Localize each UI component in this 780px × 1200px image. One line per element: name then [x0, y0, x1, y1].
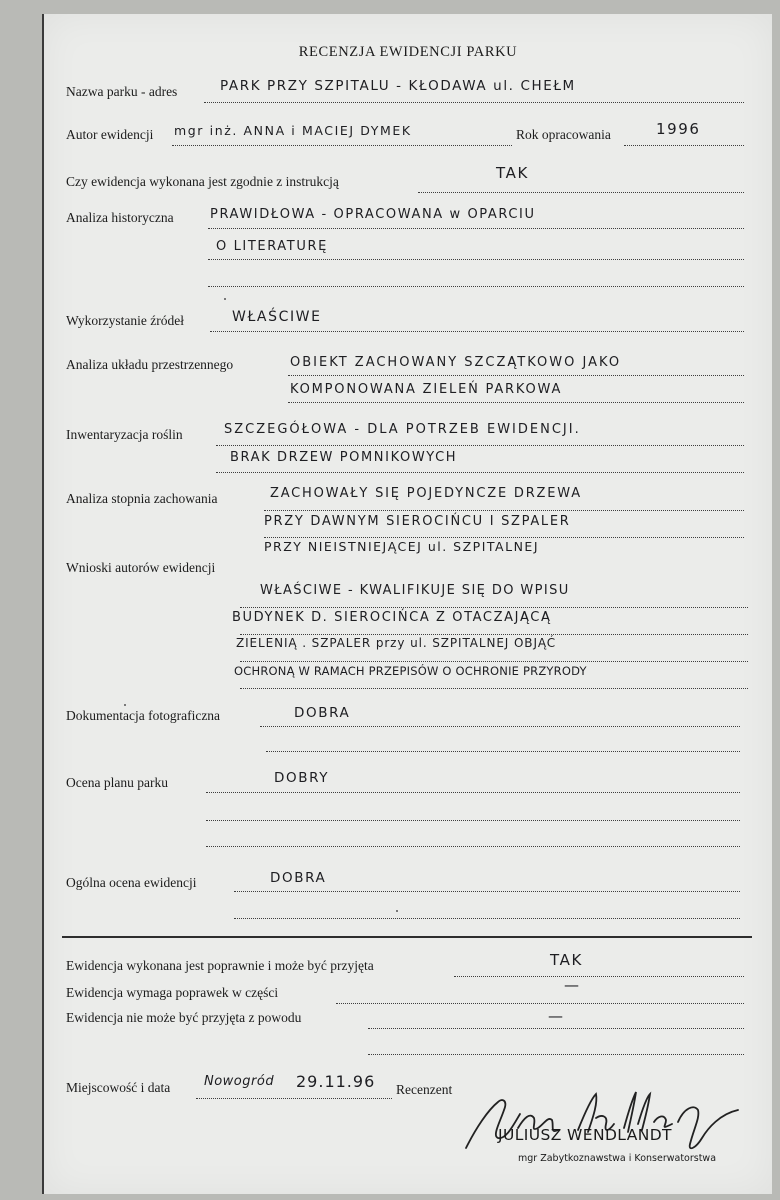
- label-sources: Wykorzystanie źródeł: [66, 313, 185, 328]
- line-place-date: [196, 1098, 392, 1099]
- line-sources: [210, 331, 744, 332]
- label-spatial: Analiza układu przestrzennego: [66, 357, 234, 372]
- reviewer-signature: [458, 1088, 748, 1158]
- label-plan: Ocena planu parku: [66, 775, 168, 790]
- label-conclusions: Wnioski autorów ewidencji: [66, 560, 216, 575]
- line-spatial-2: [288, 402, 744, 403]
- label-photo: Dokumentacja fotograficzna: [66, 708, 221, 723]
- label-year: Rok opracowania: [516, 127, 611, 142]
- label-plants: Inwentaryzacja roślin: [66, 427, 183, 442]
- entry-plan: DOBRY: [274, 770, 330, 786]
- line-overall-2: [234, 918, 740, 919]
- scan-speck: [396, 910, 398, 912]
- entry-preservation-1: ZACHOWAŁY SIĘ POJEDYNCZE DRZEWA: [270, 486, 582, 501]
- line-plants-1: [216, 445, 744, 446]
- review-form-sheet: [42, 14, 772, 1194]
- entry-date: 29.11.96: [296, 1072, 376, 1091]
- stamp-name: JULIUSZ WENDLANDT: [498, 1126, 672, 1144]
- entry-plants-2: BRAK DRZEW POMNIKOWYCH: [230, 450, 458, 465]
- label-historical: Analiza historyczna: [66, 210, 174, 225]
- line-conclusions-4: [240, 688, 748, 689]
- line-preservation-1: [264, 510, 744, 511]
- entry-park-name: PARK PRZY SZPITALU - KŁODAWA ul. CHEŁM: [220, 78, 576, 94]
- label-place-date: Miejscowość i data: [66, 1080, 171, 1095]
- label-rejected: Ewidencja nie może być przyjęta z powodu: [66, 1010, 302, 1025]
- label-author: Autor ewidencji: [66, 127, 154, 142]
- label-park-name: Nazwa parku - adres: [66, 84, 178, 99]
- line-rejected-1: [368, 1028, 744, 1029]
- label-corrections: Ewidencja wymaga poprawek w części: [66, 985, 279, 1000]
- label-preservation: Analiza stopnia zachowania: [66, 491, 218, 506]
- label-accepted: Ewidencja wykonana jest poprawnie i może być przyjęta: [66, 958, 374, 973]
- form-title: RECENZJA EWIDENCJI PARKU: [298, 44, 518, 60]
- line-spatial-1: [288, 375, 744, 376]
- entry-conclusions-3: ZIELENIĄ . SZPALER przy ul. SZPITALNEJ OBJĄĆ: [236, 636, 557, 650]
- entry-spatial-2: KOMPONOWANA ZIELEŃ PARKOWA: [290, 382, 563, 397]
- label-per-instruction: Czy ewidencja wykonana jest zgodnie z instrukcją: [66, 174, 339, 189]
- line-conclusions-1: [240, 607, 748, 608]
- line-per-instruction: [418, 192, 744, 193]
- entry-preservation-2: PRZY DAWNYM SIEROCIŃCU I SZPALER: [264, 514, 571, 529]
- entry-conclusions-1: WŁAŚCIWE - KWALIFIKUJE SIĘ DO WPISU: [260, 583, 570, 598]
- line-year: [624, 145, 744, 146]
- line-rejected-2: [368, 1054, 744, 1055]
- line-preservation-2: [264, 537, 744, 538]
- section-divider: [62, 936, 752, 938]
- entry-historical-2: O LITERATURĘ: [216, 239, 328, 254]
- entry-preservation-3: PRZY NIEISTNIEJĄCEJ ul. SZPITALNEJ: [264, 539, 540, 554]
- line-plan-1: [206, 792, 740, 793]
- line-park-name: [204, 102, 744, 103]
- entry-per-instruction: TAK: [496, 164, 529, 182]
- line-historical-2: [208, 259, 744, 260]
- line-accepted: [454, 976, 744, 977]
- entry-sources: WŁAŚCIWE: [232, 309, 322, 325]
- entry-year: 1996: [656, 120, 701, 138]
- line-plants-2: [216, 472, 744, 473]
- line-photo-2: [266, 751, 740, 752]
- line-photo-1: [260, 726, 740, 727]
- entry-plants-1: SZCZEGÓŁOWA - DLA POTRZEB EWIDENCJI.: [224, 422, 581, 437]
- line-historical-3: [208, 286, 744, 287]
- line-plan-3: [206, 846, 740, 847]
- entry-corrections: —: [564, 976, 581, 994]
- entry-accepted: TAK: [550, 951, 583, 969]
- entry-conclusions-4: OCHRONĄ W RAMACH PRZEPISÓW O OCHRONIE PRZYRODY: [234, 664, 587, 678]
- entry-spatial-1: OBIEKT ZACHOWANY SZCZĄTKOWO JAKO: [290, 355, 622, 370]
- entry-place: Nowogród: [204, 1074, 275, 1089]
- entry-photo: DOBRA: [294, 705, 351, 721]
- line-corrections: [336, 1003, 744, 1004]
- entry-conclusions-2: BUDYNEK D. SIEROCIŃCA Z OTACZAJĄCĄ: [232, 610, 552, 625]
- stamp-title: mgr Zabytkoznawstwa i Konserwatorstwa: [518, 1153, 717, 1164]
- entry-overall: DOBRA: [270, 870, 327, 886]
- label-overall: Ogólna ocena ewidencji: [66, 875, 197, 890]
- entry-rejected: —: [548, 1007, 565, 1025]
- scan-speck: [224, 298, 226, 300]
- entry-historical-1: PRAWIDŁOWA - OPRACOWANA w OPARCIU: [210, 207, 536, 222]
- line-conclusions-3: [240, 661, 748, 662]
- label-reviewer: Recenzent: [396, 1082, 453, 1097]
- line-plan-2: [206, 820, 740, 821]
- line-conclusions-2: [240, 634, 748, 635]
- scan-speck: [124, 704, 126, 706]
- line-author: [172, 145, 512, 146]
- line-overall-1: [234, 891, 740, 892]
- line-historical-1: [208, 228, 744, 229]
- entry-author: mgr inż. ANNA i MACIEJ DYMEK: [174, 123, 412, 138]
